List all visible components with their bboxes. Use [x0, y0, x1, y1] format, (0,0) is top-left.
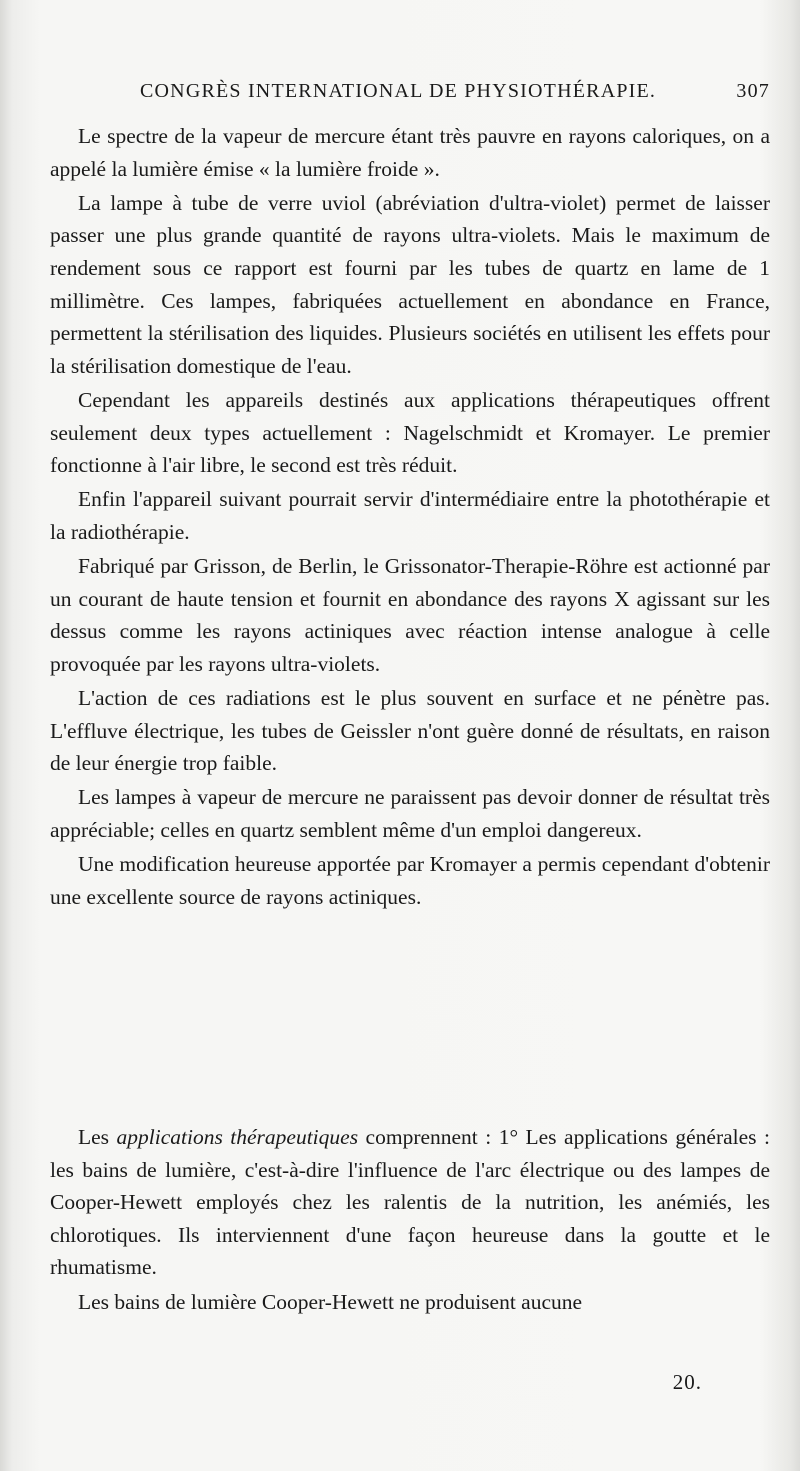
running-title: CONGRÈS INTERNATIONAL DE PHYSIOTHÉRAPIE. — [140, 80, 657, 102]
applications-lead: Les — [78, 1125, 110, 1149]
paragraph: Les bains de lumière Cooper-Hewett ne produisent aucune — [78, 1289, 583, 1314]
paragraph: Le spectre de la vapeur de mercure étant très pauvre en rayons caloriques, on a appelé la lumière émise « la lumière froide ». — [50, 124, 770, 181]
paragraph: La lampe à tube de verre uviol (abréviation d'ultra-violet) permet de laisser passer une plus grande quantité de rayons ultra-violets. Mais le maximum de rendement sous ce rapport est fourni par les tubes de quartz en lame de 1 millimètre. Ces lampes, fabriquées actuellement en abondance en France, permettent la stérilisation des liquides. Plusieurs sociétés en utilisent les effets pour la stérilisation domestique de l'eau. — [50, 190, 770, 378]
paragraph: L'action de ces radiations est le plus souvent en surface et ne pénètre pas. L'effluve électrique, les tubes de Geissler n'ont guère donné de résultats, en raison de leur énergie trop faible. — [50, 686, 770, 776]
paragraph: Enfin l'appareil suivant pourrait servir d'intermédiaire entre la photothérapie et la radiothérapie. — [50, 487, 770, 544]
paragraph: Une modification heureuse apportée par Kromayer a permis cependant d'obtenir une excellente source de rayons actiniques. — [50, 852, 770, 909]
paragraph: Les lampes à vapeur de mercure ne paraissent pas devoir donner de résultat très appréciable; celles en quartz semblent même d'un emploi dangereux. — [50, 785, 770, 843]
page-number: 307 — [736, 80, 770, 102]
applications-rest: comprennent : 1° Les applications générales : les bains de lumière, c'est-à-dire l'influence de l'arc électrique ou des lampes de Cooper-Hewett employés chez les ralentis de la nutrition, les anémiés, les chlorotiques. Ils interviennent d'une façon heureuse dans la goutte et le rhumatisme. — [50, 1125, 770, 1280]
paragraph: Cependant les appareils destinés aux applications thérapeutiques offrent seulement deux types actuellement : Nagelschmidt et Kromayer. Le premier fonctionne à l'air libre, le second est très réduit. — [50, 387, 770, 478]
signature-mark: 20. — [672, 1370, 702, 1394]
running-header — [140, 80, 770, 112]
paragraph: Fabriqué par Grisson, de Berlin, le Grissonator-Therapie-Röhre est actionné par un courant de haute tension et fournit en abondance des rayons X agissant sur les dessus comme les rayons actiniques avec réaction intense analogue à celle provoquée par les rayons ultra-violets. — [50, 554, 770, 676]
applications-italic: applications thérapeutiques — [116, 1125, 359, 1149]
body-text-top — [50, 120, 770, 915]
applications-paragraph — [50, 1121, 770, 1284]
body-text-bottom — [50, 1121, 770, 1320]
